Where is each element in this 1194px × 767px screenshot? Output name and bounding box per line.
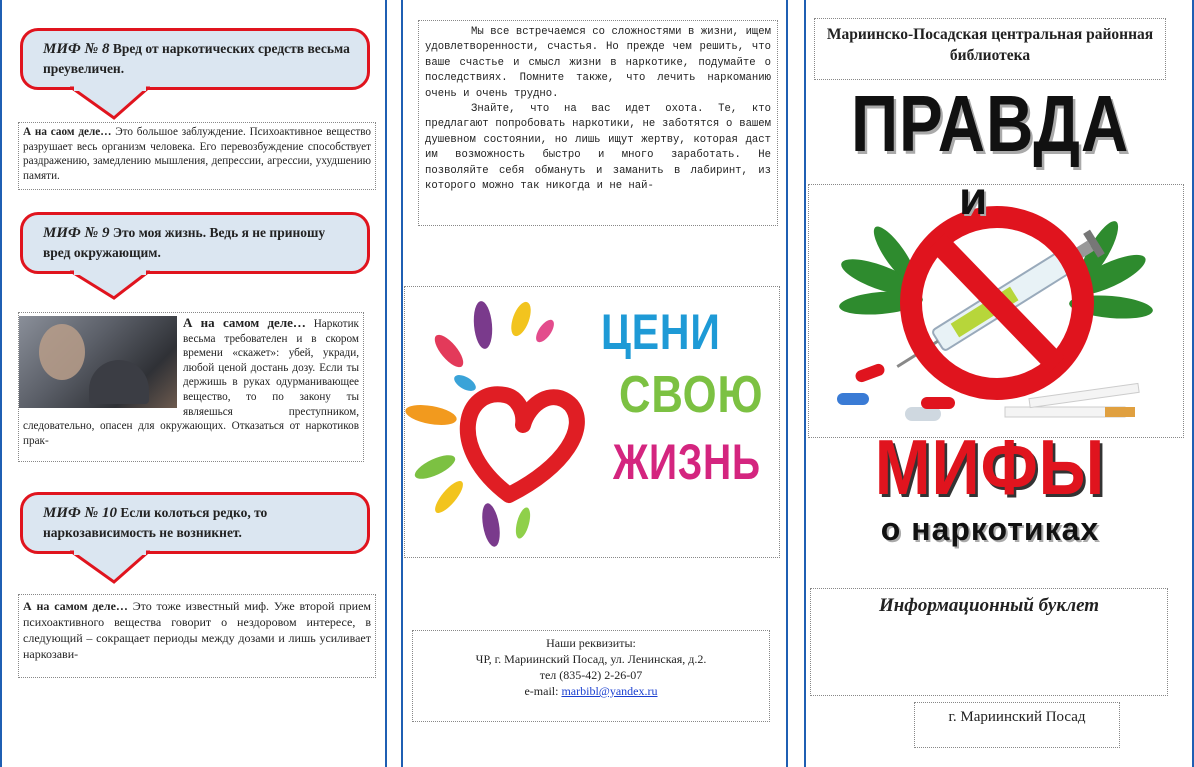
subtitle-box [810, 588, 1168, 696]
organization-name: Мариинско-Посадская центральная районная библиотека [826, 26, 1154, 64]
myth-text: Это моя жизнь. Ведь я не приношу вред окружающим. [43, 225, 326, 260]
panel-divider-4 [804, 0, 806, 767]
main-title-truth: ПРАВДА [850, 79, 1130, 168]
main-title-myths: МИФЫ [874, 423, 1106, 511]
myth-bubble-8 [20, 28, 370, 90]
myth-label: МИФ № 10 [43, 505, 117, 521]
contacts-address: ЧР, г. Мариинский Посад, ул. Ленинская, д.2. [475, 652, 707, 666]
myth-label: МИФ № 9 [43, 225, 110, 241]
no-drugs-image-box [808, 172, 1184, 438]
sad-person-photo [19, 316, 177, 408]
booklet-subtitle: Информационный буклет [878, 595, 1100, 616]
fact-text: Это тоже известный миф. Уже второй прием психоактивного вещества говорит о нездоровом интересе, в следующий – сокращает периоды между дозами и лишь усиливает наркозави- [23, 599, 372, 661]
email-link[interactable]: marbibl@yandex.ru [561, 684, 658, 698]
intro-paragraph-1: Мы все встречаемся со сложностями в жизни, ищем удовлетворенности, счастья. Но прежде чем решить, что ваше счастье и смысл жизни в наркотике, подумайте о последствиях. Помните также, что лечить наркоманию очень и очень трудно. [425, 26, 771, 100]
fact-text: Это большое заблуждение. Психоактивное вещество разрушает весь организм человека. Его перевозбуждение способствует раздражению, замедлению мышления, депрессии, агрессии, ухудшению памяти. [23, 126, 372, 182]
fact-box-9 [18, 312, 364, 462]
panel-divider-3 [786, 0, 788, 767]
contacts-phone: тел (835-42) 2-26-07 [539, 668, 643, 682]
city-box [914, 702, 1120, 748]
bubble-tail [70, 86, 150, 120]
myth-bubble-10 [20, 492, 370, 554]
panel-divider-2 [401, 0, 403, 767]
city-name: г. Мариинский Посад [948, 709, 1086, 725]
contacts-box [412, 630, 770, 722]
slogan-word-1: ЦЕНИ [601, 304, 721, 360]
fact-box-10 [18, 594, 376, 678]
intro-paragraph-2: Знайте, что на вас идет охота. Те, кто предлагают попробовать наркотики, не заботятся о вашем душевном состоянии, но лишь ищут жертву, которая даст им возможность быстро и много заработать. Не позволяйте себя обмануть и заманить в лабиринт, из которого можно так никогда и не най- [425, 103, 771, 193]
email-label: e-mail: [524, 684, 562, 698]
myth-text: Вред от наркотических средств весьма преувеличен. [43, 41, 350, 76]
myth-label: МИФ № 8 [43, 41, 110, 57]
myth-bubble-9 [20, 212, 370, 274]
myth-text: Если колоться редко, то наркозависимость не возникнет. [43, 505, 268, 540]
fact-box-8 [18, 122, 376, 190]
slogan-image-box [404, 286, 780, 558]
title-and: и [959, 172, 989, 224]
intro-text-box [418, 20, 778, 226]
no-drugs-sign-graphic [809, 185, 1185, 439]
panel-divider-1 [385, 0, 387, 767]
fact-lead: А на самом деле… [183, 315, 306, 330]
organization-box [814, 18, 1166, 80]
fact-lead: А на самом деле… [23, 599, 128, 613]
left-edge-line [0, 0, 2, 767]
slogan-word-2: СВОЮ [619, 366, 764, 424]
bubble-tail [70, 550, 150, 584]
contacts-email-line [413, 683, 769, 699]
bubble-tail [70, 270, 150, 300]
contacts-title: Наши реквизиты: [546, 636, 636, 650]
main-title-about-drugs: о наркотиках [880, 511, 1100, 547]
fact-text: Наркотик весьма требователен и в скором времени «скажет»: убей, укради, любой ценой достань дозу. Если ты держишь в руках одурманивающее вещество, то по закону ты являешься преступником, следовательно, опасен для окружающих. Отказаться от наркотиков прак- [23, 318, 359, 447]
fact-lead: А на саом деле… [23, 126, 112, 138]
slogan-word-3: ЖИЗНЬ [613, 434, 761, 490]
